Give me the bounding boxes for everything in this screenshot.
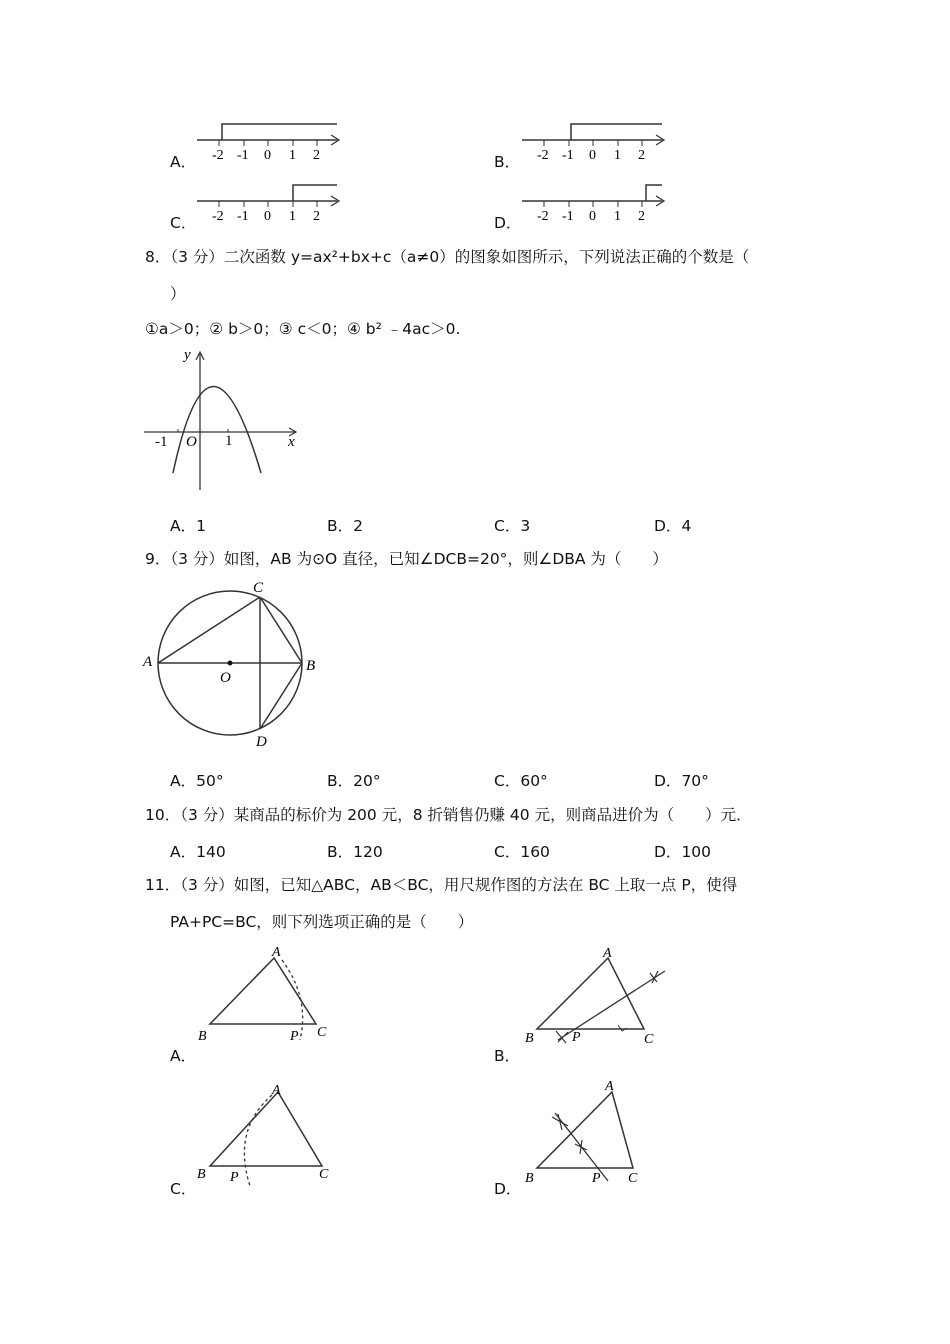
q8-option-b[interactable]: B．2 <box>327 517 364 535</box>
q7-option-d-letter: D． <box>494 214 522 232</box>
label-c: C <box>253 580 264 596</box>
svg-text:0: 0 <box>589 148 596 163</box>
q8-option-a[interactable]: A．1 <box>170 517 206 535</box>
q11-option-b-figure[interactable] <box>520 945 680 1055</box>
svg-text:1: 1 <box>614 209 621 224</box>
q8-option-c[interactable]: C．3 <box>494 517 531 535</box>
chord-cb <box>260 597 302 663</box>
q11-option-d-figure[interactable] <box>520 1078 670 1188</box>
arc-construction <box>282 960 303 1040</box>
svg-text:P: P <box>290 1029 299 1044</box>
arc-construction <box>244 1095 272 1186</box>
svg-text:-2: -2 <box>537 148 549 163</box>
label-d: D <box>256 734 267 750</box>
svg-text:B: B <box>198 1029 207 1044</box>
triangle-abc <box>210 958 316 1024</box>
chord-db <box>260 663 302 729</box>
q7-option-b-letter: B． <box>494 153 521 171</box>
q11-option-a-letter: A． <box>170 1047 197 1065</box>
svg-text:2: 2 <box>313 209 320 224</box>
q7-option-c-letter: C． <box>170 214 197 232</box>
svg-text:-2: -2 <box>537 209 549 224</box>
tick-label: 0 <box>264 148 271 163</box>
q9-option-a[interactable]: A．50° <box>170 772 224 790</box>
q9-option-d[interactable]: D．70° <box>654 772 709 790</box>
svg-text:C: C <box>628 1171 638 1186</box>
q11-option-d-letter: D． <box>494 1180 522 1198</box>
svg-text:0: 0 <box>264 209 271 224</box>
svg-text:0: 0 <box>589 209 596 224</box>
svg-text:-2: -2 <box>212 209 224 224</box>
tick-label: -2 <box>212 148 224 163</box>
q9-stem: 9．（3 分）如图，AB 为⊙O 直径，已知∠DCB=20°，则∠DBA 为（ ） <box>145 550 668 568</box>
one-label: 1 <box>225 433 233 449</box>
q10-option-b[interactable]: B．120 <box>327 843 383 861</box>
tick-label: 1 <box>289 148 296 163</box>
svg-text:B: B <box>525 1171 534 1186</box>
center-point <box>228 661 233 666</box>
svg-text:-1: -1 <box>562 209 574 224</box>
svg-text:-1: -1 <box>237 209 249 224</box>
solution-ray <box>571 124 662 140</box>
q8-option-d[interactable]: D．4 <box>654 517 692 535</box>
q7-option-d-number-line[interactable] <box>520 179 670 227</box>
q10-option-d[interactable]: D．100 <box>654 843 712 861</box>
triangle-abc <box>210 1092 322 1166</box>
q9-option-b[interactable]: B．20° <box>327 772 381 790</box>
q9-option-c[interactable]: C．60° <box>494 772 548 790</box>
q10-option-c[interactable]: C．160 <box>494 843 550 861</box>
svg-text:A: A <box>272 1083 281 1098</box>
q8-stem-cont: ） <box>170 285 186 303</box>
svg-text:P: P <box>572 1030 581 1045</box>
minus-one-label: -1 <box>155 434 168 450</box>
q7-option-a-number-line[interactable] <box>195 118 345 166</box>
svg-text:B: B <box>525 1031 534 1046</box>
triangle-abc <box>537 1092 633 1168</box>
q11-option-c-figure[interactable] <box>192 1080 342 1190</box>
q11-stem: 11．（3 分）如图，已知△ABC，AB＜BC，用尺规作图的方法在 BC 上取一点 P，使得 <box>145 876 738 894</box>
svg-text:A: A <box>603 946 612 961</box>
svg-text:P: P <box>592 1171 601 1186</box>
q7-option-c-number-line[interactable] <box>195 179 345 227</box>
label-a: A <box>143 654 153 670</box>
svg-text:P: P <box>230 1170 239 1185</box>
solution-ray <box>293 185 337 201</box>
svg-text:A: A <box>605 1079 614 1094</box>
right-angle-mark <box>618 1025 627 1031</box>
label-b: B <box>306 658 316 674</box>
q11-option-a-figure[interactable] <box>192 940 342 1050</box>
x-label: x <box>288 434 295 450</box>
q9-circle-figure <box>140 575 330 755</box>
q10-option-a[interactable]: A．140 <box>170 843 226 861</box>
svg-text:A: A <box>272 945 281 960</box>
origin-label: O <box>186 434 197 450</box>
svg-text:1: 1 <box>289 209 296 224</box>
svg-text:2: 2 <box>638 209 645 224</box>
q8-conditions: ①a＞0；② b＞0；③ c＜0；④ b² ﹣4ac＞0. <box>145 320 461 338</box>
parabola-curve <box>173 387 261 474</box>
svg-text:2: 2 <box>638 148 645 163</box>
svg-text:C: C <box>319 1167 329 1182</box>
q7-option-b-number-line[interactable] <box>520 118 670 166</box>
svg-text:1: 1 <box>614 148 621 163</box>
q8-parabola-graph <box>140 345 310 495</box>
q8-stem: 8．（3 分）二次函数 y=ax²+bx+c（a≠0）的图象如图所示，下列说法正确的个数是（ <box>145 248 750 266</box>
solution-ray <box>222 124 337 140</box>
y-label: y <box>184 347 191 363</box>
svg-text:C: C <box>317 1025 327 1040</box>
q10-stem: 10．（3 分）某商品的标价为 200 元，8 折销售仍赚 40 元，则商品进价为（ ）元． <box>145 806 752 824</box>
tick-label: -1 <box>237 148 249 163</box>
q11-stem-cont: PA+PC=BC，则下列选项正确的是（ ） <box>170 913 474 931</box>
svg-text:-1: -1 <box>562 148 574 163</box>
tick-label: 2 <box>313 148 320 163</box>
svg-text:B: B <box>197 1167 206 1182</box>
q11-option-b-letter: B． <box>494 1047 521 1065</box>
svg-text:C: C <box>644 1032 654 1047</box>
q7-option-a-letter: A． <box>170 153 197 171</box>
q11-option-c-letter: C． <box>170 1180 197 1198</box>
chord-ac <box>158 597 260 663</box>
label-o: O <box>220 670 231 686</box>
